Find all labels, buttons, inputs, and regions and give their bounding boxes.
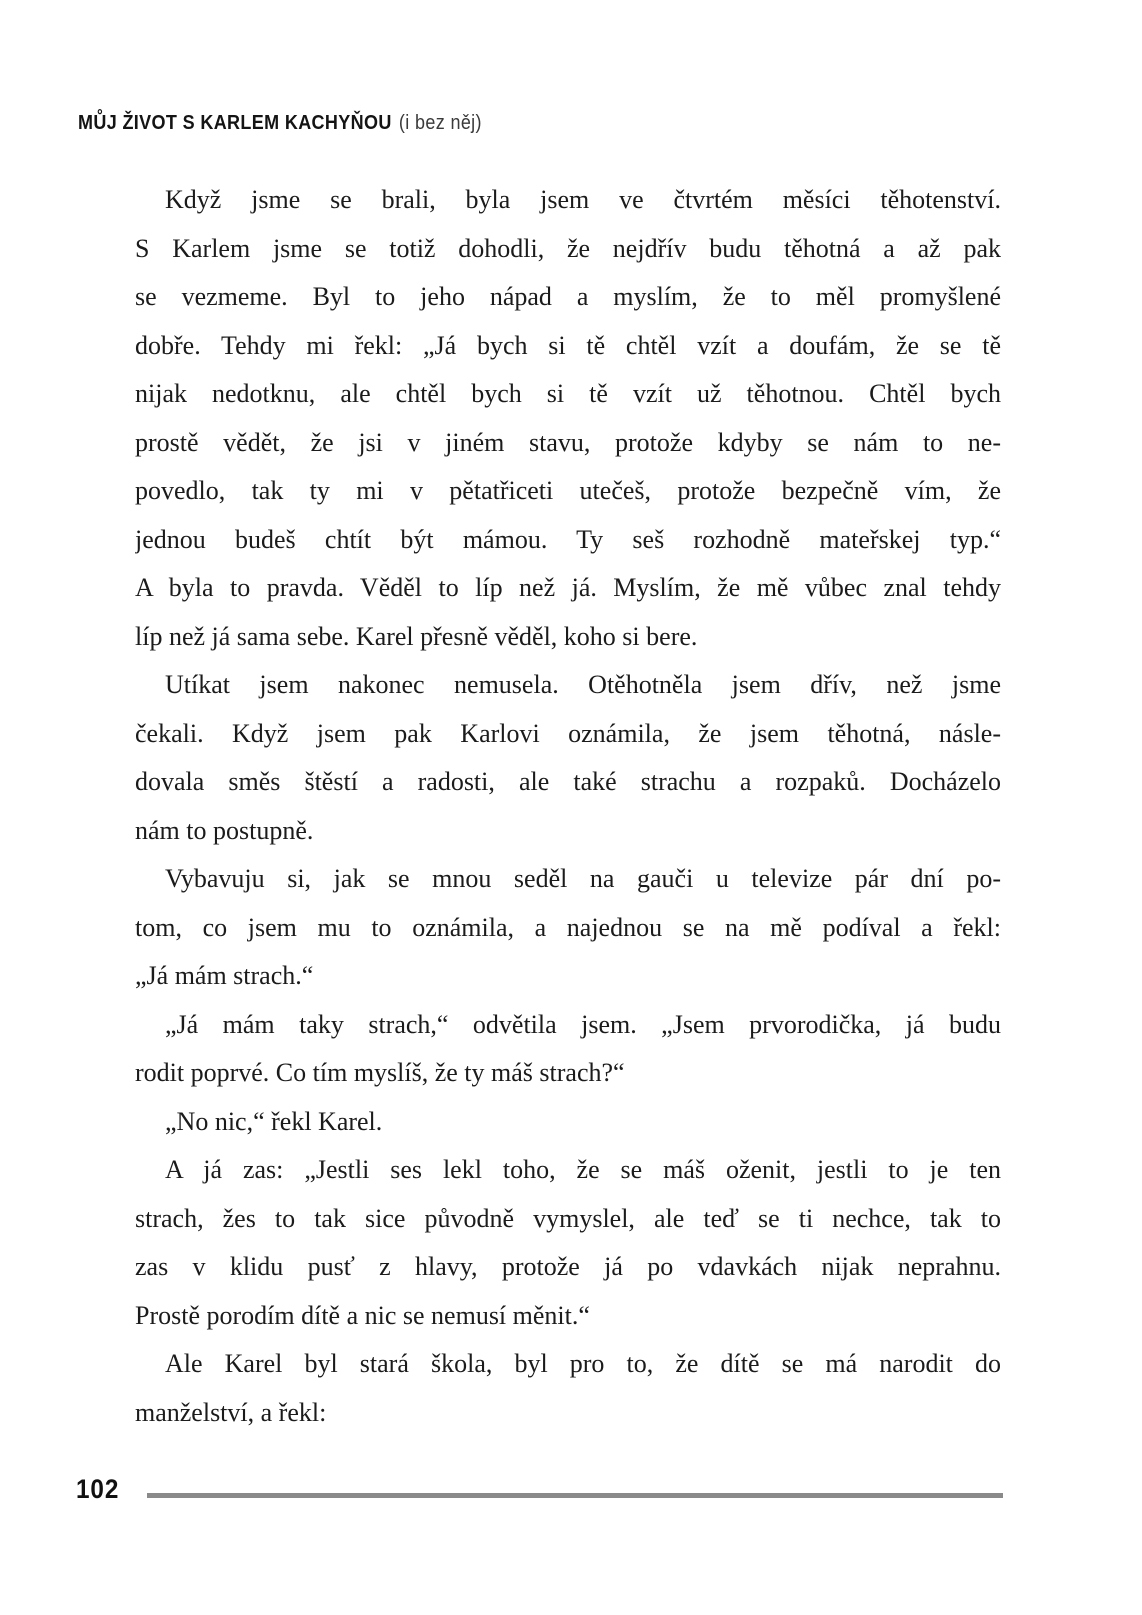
text-line: Utíkat jsem nakonec nemusela. Otěhotněla jsem dřív, než jsme <box>165 670 1001 699</box>
header-book-title: MŮJ ŽIVOT S KARLEM KACHYŇOU <box>78 112 392 134</box>
text-line: zas v klidu pusť z hlavy, protože já po vdavkách nijak neprahnu. <box>135 1252 1001 1281</box>
text-line: S Karlem jsme se totiž dohodli, že nejdřív budu těhotná a až pak <box>135 233 1001 263</box>
text-line: líp než já sama sebe. Karel přesně věděl, koho si bere. <box>135 621 698 651</box>
paragraph <box>135 1098 1001 1147</box>
text-line: Ale Karel byl stará škola, byl pro to, že dítě se má narodit do <box>165 1349 1001 1378</box>
text-line: dovala směs štěstí a radosti, ale také strachu a rozpaků. Docházelo <box>135 767 1001 796</box>
paragraph <box>135 176 1001 661</box>
text-line: strach, žes to tak sice původně vymyslel, ale teď se ti nechce, tak to <box>135 1203 1001 1233</box>
text-line: A já zas: „Jestli ses lekl toho, že se máš oženit, jestli to je ten <box>165 1155 1001 1184</box>
text-line: nám to postupně. <box>135 815 314 845</box>
text-line: „Já mám strach.“ <box>135 961 314 990</box>
paragraph <box>135 855 1001 1001</box>
text-line: „Já mám taky strach,“ odvětila jsem. „Jsem prvorodička, já budu <box>165 1009 1001 1039</box>
running-header <box>78 112 527 135</box>
text-line: jednou budeš chtít být mámou. Ty seš rozhodně mateřskej typ.“ <box>135 524 1001 554</box>
paragraph <box>135 1146 1001 1340</box>
text-line: nijak nedotknu, ale chtěl bych si tě vzít už těhotnou. Chtěl bych <box>135 379 1001 408</box>
body-text-block <box>135 176 1001 1437</box>
text-line: tom, co jsem mu to oznámila, a najednou se na mě podíval a řekl: <box>135 912 1001 942</box>
paragraph <box>135 1001 1001 1098</box>
text-line: Vybavuju si, jak se mnou seděl na gauči u televize pár dní po- <box>165 864 1001 893</box>
footer-rule <box>147 1493 1003 1498</box>
text-line: Prostě porodím dítě a nic se nemusí měnit.“ <box>135 1300 590 1330</box>
text-line: „No nic,“ řekl Karel. <box>165 1106 383 1136</box>
page-number: 102 <box>76 1474 120 1504</box>
text-line: dobře. Tehdy mi řekl: „Já bych si tě chtěl vzít a doufám, že se tě <box>135 330 1001 360</box>
header-subtitle: (i bez něj) <box>398 112 482 134</box>
text-line: prostě vědět, že jsi v jiném stavu, protože kdyby se nám to ne- <box>135 427 1001 457</box>
paragraph <box>135 1340 1001 1437</box>
text-line: povedlo, tak ty mi v pětatřiceti utečeš, protože bezpečně vím, že <box>135 476 1001 505</box>
text-line: A byla to pravda. Věděl to líp než já. Myslím, že mě vůbec znal tehdy <box>135 573 1001 602</box>
text-line: se vezmeme. Byl to jeho nápad a myslím, že to měl promyšlené <box>135 282 1001 311</box>
text-line: manželství, a řekl: <box>135 1397 327 1427</box>
text-line: rodit poprvé. Co tím myslíš, že ty máš strach?“ <box>135 1058 625 1087</box>
paragraph <box>135 661 1001 855</box>
text-line: čekali. Když jsem pak Karlovi oznámila, že jsem těhotná, násle- <box>135 718 1001 748</box>
text-line: Když jsme se brali, byla jsem ve čtvrtém měsíci těhotenství. <box>165 185 1001 214</box>
